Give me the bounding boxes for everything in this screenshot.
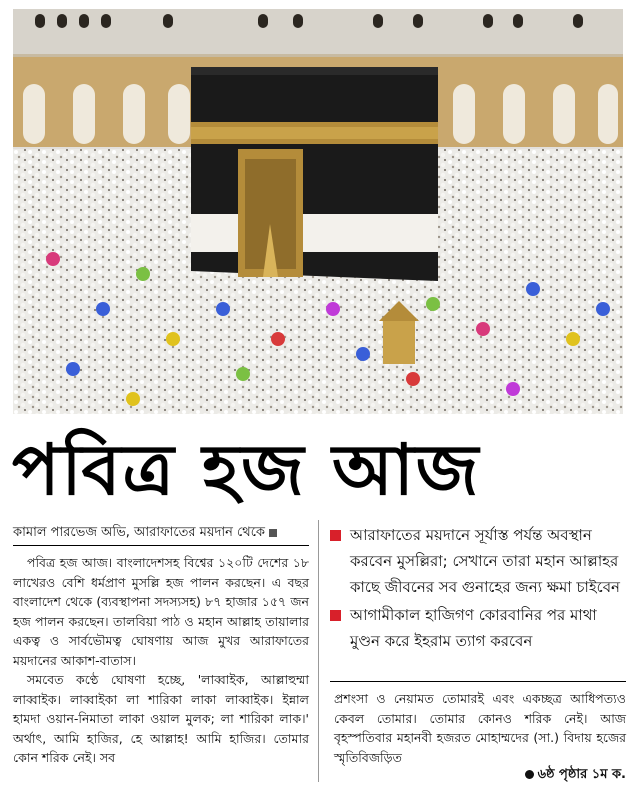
highlights [330,522,626,656]
headline: পবিত্র হজ আজ [12,429,481,511]
highlight-text: আরাফাতের ময়দানে সূর্যাস্ত পর্যন্ত অবস্থান করবেন মুসল্লিরা; সেখানে তারা মহান আল্লাহর কাছে জীবনের সব গুনাহের জন্য ক্ষমা চাইবেন [350,526,621,596]
article-body-left [13,553,309,768]
jump-text: ৬ষ্ঠ পৃষ্ঠার ১ম ক. [537,767,626,782]
square-bullet-icon [269,529,277,537]
divider [330,681,626,682]
article-body-right [334,689,626,767]
paragraph: পবিত্র হজ আজ। বাংলাদেশসহ বিশ্বের ১২০টি দেশের ১৮ লাখেরও বেশি ধর্মপ্রাণ মুসল্লি হজ পালন করছেন। এ বছর বাংলাদেশ থেকে (ব্যবস্থাপনা সদস্যসহ) ৮৭ হাজার ১৫৭ জন হজ পালন করছেন। তালবিয়া পাঠ ও মহান আল্লাহ তায়ালার একত্ব ও সার্বভৌমত্ব ঘোষণায় আজ মুখর আরাফাতের ময়দানের আকাশ-বাতাস। [13,555,309,668]
byline-text: কামাল পারভেজ অভি, আরাফাতের ময়দান থেকে [13,525,266,540]
bullet-icon [525,770,534,779]
divider [13,545,309,546]
red-square-bullet-icon [330,610,341,621]
column-divider [318,520,319,782]
continued-on-page[interactable] [420,766,626,784]
paragraph: সমবেত কণ্ঠে ঘোষণা হচ্ছে, 'লাব্বাইক, আল্লাহুম্মা লাব্বাইক। লাব্বাইকা লা শারিকা লাকা লাব্বাইক। ইন্নাল হামদা ওয়ান-নিমাতা লাকা ওয়াল মুলক; লা শারিকা লাক।' অর্থাৎ, আমি হাজির, হে আল্লাহ! আমি হাজির। তোমার কোন শরিক নেই। সব [13,672,309,765]
highlight-item [330,522,626,600]
red-square-bullet-icon [330,530,341,541]
highlight-text: আগামীকাল হাজিগণ কোরবানির পর মাথা মুণ্ডন করে ইহরাম ত্যাগ করবেন [350,606,597,650]
highlight-item [330,602,626,654]
kaaba-crowd-photo [13,9,623,414]
paragraph: প্রশংসা ও নেয়ামত তোমারই এবং একচ্ছত্র আধিপত্যও কেবল তোমার। তোমার কোনও শরিক নেই। আজ বৃহস্পতিবার মহানবী হজরত মোহাম্মদের (সা.) বিদায় হজের স্মৃতিবিজড়িত [334,691,626,765]
byline [13,522,309,544]
